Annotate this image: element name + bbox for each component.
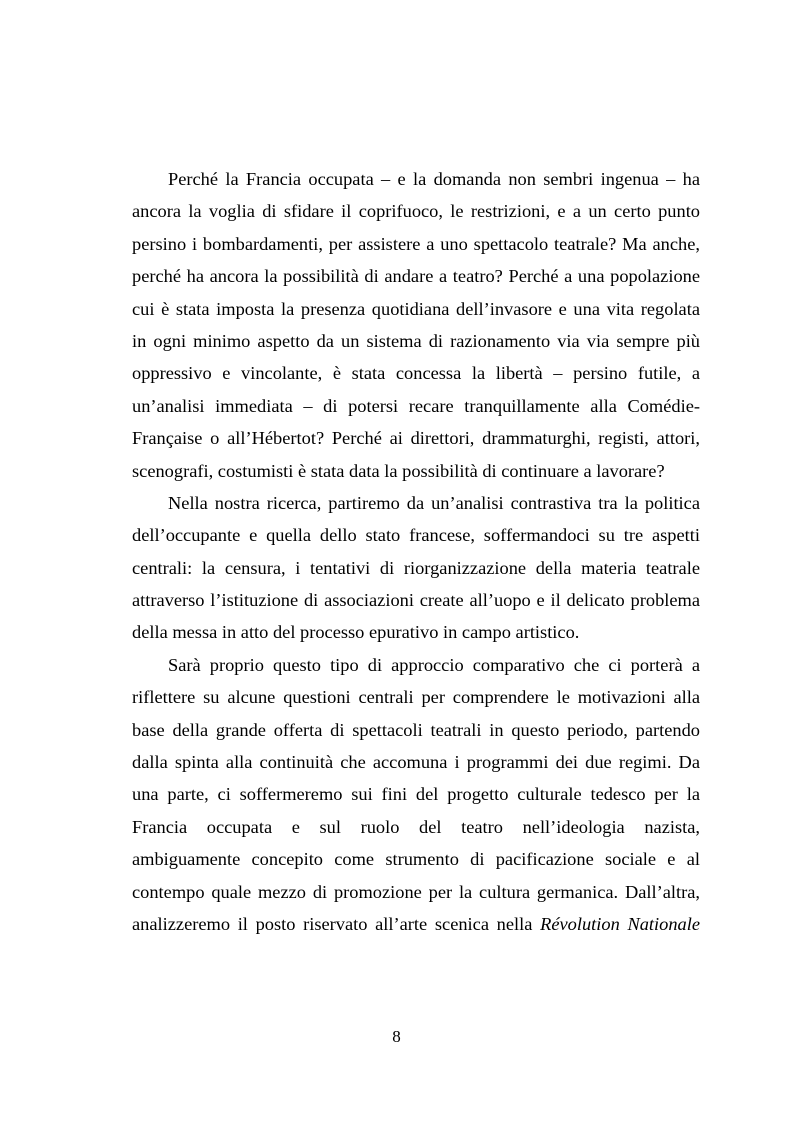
paragraph-3-line-4: dalla spinta alla continuità che accomuna i programmi dei due regimi. Da [132,752,700,773]
paragraph-1-line-1: Perché la Francia occupata – e la domanda non sembri ingenua – ha [168,169,700,189]
paragraph-2-line-2: dell’occupante e quella dello stato francese, soffermandoci su tre aspetti [132,525,700,546]
paragraph-3-line-5: una parte, ci soffermeremo sui fini del progetto culturale tedesco per la [132,784,700,805]
italic-term: Révolution Nationale [540,913,700,934]
paragraph-3-line-1: Sarà proprio questo tipo di approccio comparativo che ci porterà a [168,654,700,675]
paragraph-1-line-3: persino i bombardamenti, per assistere a uno spettacolo teatrale? Ma anche, [132,233,700,254]
paragraph-1-line-8: un’analisi immediata – di potersi recare tranquillamente alla Comédie- [132,395,700,416]
paragraph-1-line-10: scenografi, costumisti è stata data la possibilità di continuare a lavorare? [132,460,665,481]
paragraph-2-line-1: Nella nostra ricerca, partiremo da un’analisi contrastiva tra la politica [168,492,700,513]
paragraph-3-line-3: base della grande offerta di spettacoli teatrali in questo periodo, partendo [132,719,700,740]
paragraph-3-line-2: riflettere su alcune questioni centrali per comprendere le motivazioni alla [132,687,700,708]
paragraph-3-line-9 [132,908,700,940]
paragraph-2-line-4: attraverso l’istituzione di associazioni create all’uopo e il delicato problema [132,590,700,611]
paragraph-3-line-8: contempo quale mezzo di promozione per la cultura germanica. Dall’altra, [132,881,700,902]
paragraph-1-line-6: in ogni minimo aspetto da un sistema di razionamento via via sempre più [132,330,700,351]
paragraph-2-line-5: della messa in atto del processo epurativo in campo artistico. [132,622,580,643]
paragraph-1-line-7: oppressivo e vincolante, è stata concessa la libertà – persino futile, a [132,363,700,384]
page-number: 8 [392,1027,401,1046]
paragraph-3-line-9-text: analizzeremo il posto riservato all’arte scenica nella [132,913,533,934]
body-text [132,163,700,940]
paragraph-1-line-9: Française o all’Hébertot? Perché ai direttori, drammaturghi, registi, attori, [132,428,700,449]
paragraph-3-line-7: ambiguamente concepito come strumento di pacificazione sociale e al [132,849,700,870]
paragraph-3-line-6: Francia occupata e sul ruolo del teatro nell’ideologia nazista, [132,816,700,837]
paragraph-1-line-4: perché ha ancora la possibilità di andare a teatro? Perché a una popolazione [132,266,700,287]
paragraph-1-line-2: ancora la voglia di sfidare il coprifuoco, le restrizioni, e a un certo punto [132,201,700,222]
paragraph-1-line-5: cui è stata imposta la presenza quotidiana dell’invasore e una vita regolata [132,298,700,319]
paragraph-2-line-3: centrali: la censura, i tentativi di riorganizzazione della materia teatrale [132,557,700,578]
